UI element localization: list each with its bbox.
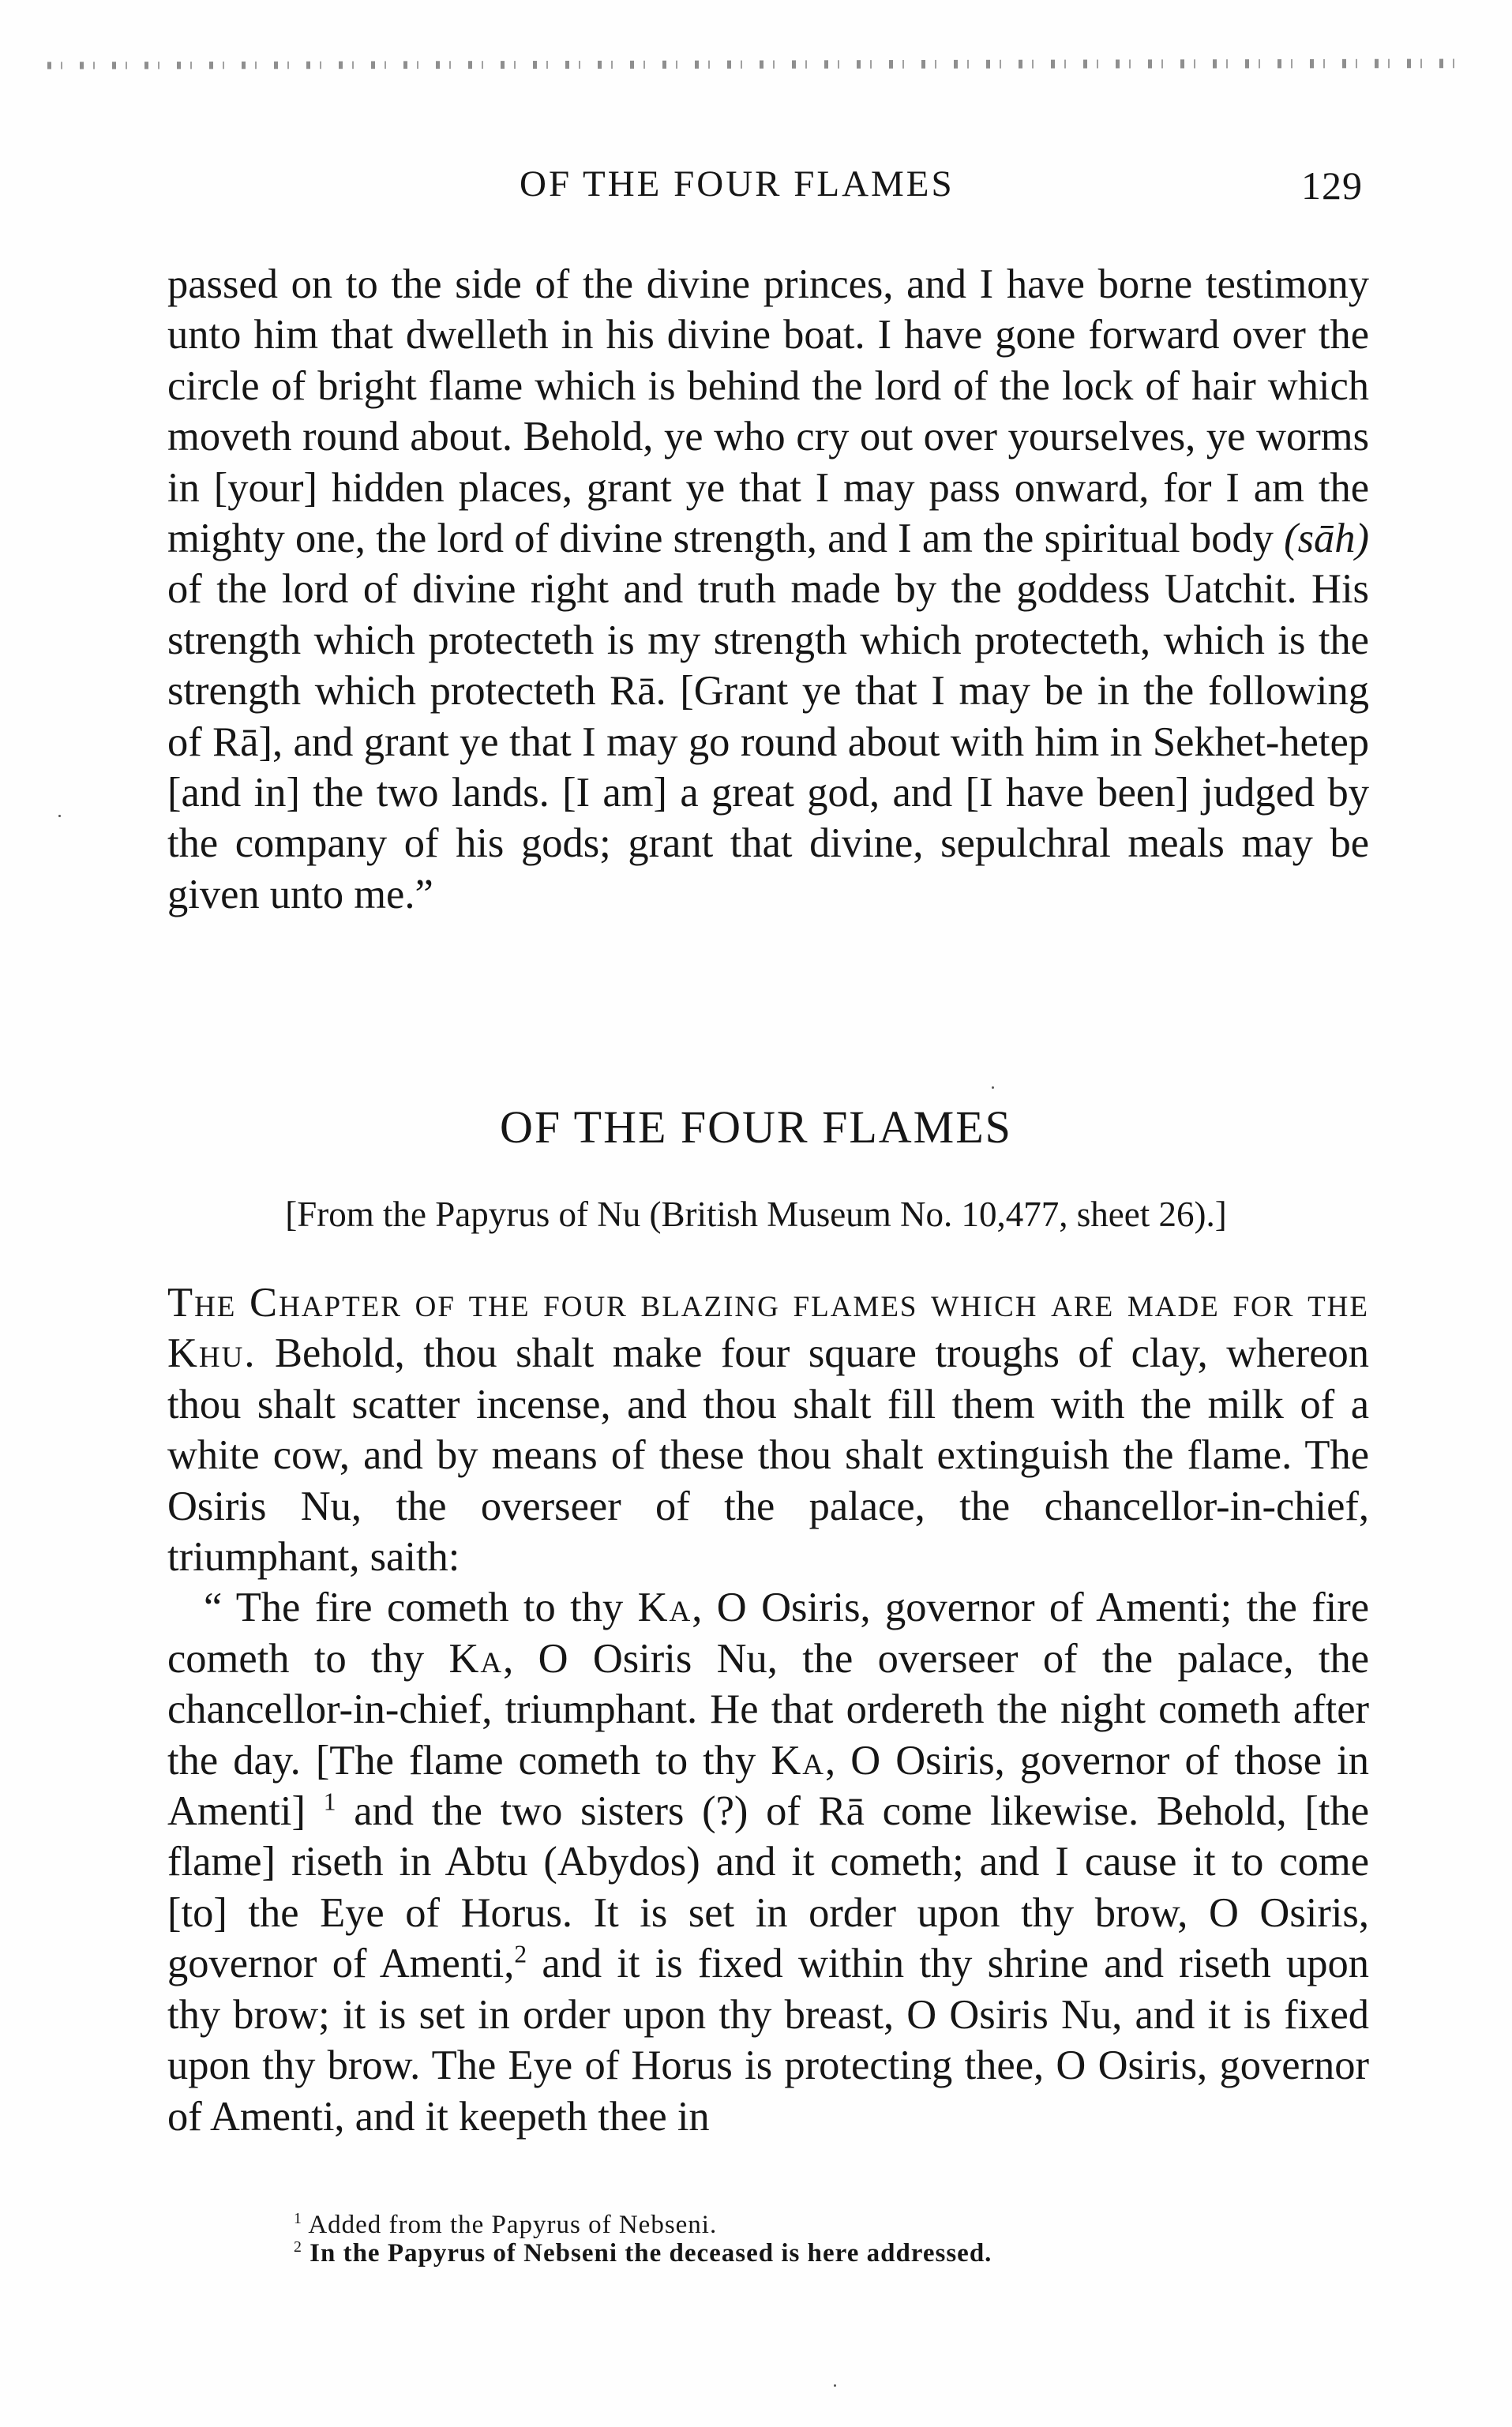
page-number: 129 bbox=[1301, 163, 1363, 208]
speech-part-e: and the two sisters (?) of Rā come likewise. Behold, [the flame] riseth in Abtu (Abydos) and it cometh; and I cause it to come [to] the Eye of Horus. It is set in order upon thy brow, O Osiris, governor of Amenti, bbox=[167, 1788, 1370, 1987]
speech-part-f: and it is fixed within thy shrine and riseth upon thy brow; it is set in order upon thy breast, O Osiris Nu, and it is fixed upon thy brow. The Eye of Horus is protecting thee, O Osiris, governor of Amenti, and it keepeth thee in bbox=[167, 1941, 1369, 2140]
footnotes bbox=[294, 2211, 992, 2268]
ka-term: Ka bbox=[448, 1635, 504, 1682]
rubric-heading: The Chapter of the four blazing flames which are made for the Khu. bbox=[167, 1280, 1369, 1377]
scan-speck bbox=[834, 2384, 836, 2387]
chapter-body bbox=[167, 1277, 1369, 2142]
running-head: OF THE FOUR FLAMES bbox=[520, 163, 955, 204]
scan-speck bbox=[58, 815, 61, 817]
continuation-text-2: of the lord of divine right and truth made by the goddess Uatchit. His strength which protecteth is my strength which protecteth, which is the strength which protecteth Rā. [Grant ye that I may be in the following of Rā], and grant ye that I may go round about with him in Sekhet-hetep [and in] the two lands. [I am] a great god, and [I have been] judged by the company of his gods; grant that divine, sepulchral meals may be given unto me.” bbox=[167, 566, 1369, 917]
footnote-1 bbox=[294, 2211, 992, 2239]
footnote-2 bbox=[294, 2239, 992, 2268]
ka-term: Ka bbox=[637, 1585, 692, 1631]
footnote-ref-2: 2 bbox=[514, 1940, 527, 1968]
speech-part-c: , O Osiris Nu, the overseer of the palace, the chancellor-in-chief, triumphant. He that ordereth the night cometh after the day. [The flame cometh to thy bbox=[167, 1635, 1369, 1784]
footnote-text: Added from the Papyrus of Nebseni. bbox=[308, 2211, 718, 2239]
ka-term: Ka bbox=[771, 1737, 825, 1784]
rubric-text: Behold, thou shalt make four square troughs of clay, whereon thou shalt scatter incense, and thou shalt fill them with the milk of a white cow, and by means of these thou shalt extinguish the flame. The Osiris Nu, the overseer of the palace, the chancellor-in-chief, triumphant, saith: bbox=[167, 1330, 1369, 1581]
footnote-ref-1: 1 bbox=[323, 1787, 336, 1816]
source-note: [From the Papyrus of Nu (British Museum No. 10,477, sheet 26).] bbox=[285, 1195, 1227, 1234]
speech-paragraph bbox=[167, 1582, 1369, 2141]
speech-part-d: , O Osiris, governor of those in Amenti] bbox=[167, 1737, 1370, 1835]
speech-part-b: , O Osiris, governor of Amenti; the fire cometh to thy bbox=[167, 1585, 1369, 1682]
scan-speck bbox=[992, 1086, 994, 1089]
rubric-paragraph bbox=[167, 1277, 1369, 1582]
footnote-mark: 1 bbox=[294, 2210, 302, 2227]
chapter-title: OF THE FOUR FLAMES bbox=[500, 1101, 1012, 1153]
continuation-text-1: passed on to the side of the divine princes, and I have borne testimony unto him that dwelleth in his divine boat. I have gone forward over the circle of bright flame which is behind the lord of the lock of hair which moveth round about. Behold, ye who cry out over yourselves, ye worms in [your] hidden places, grant ye that I may pass onward, for I am the mighty one, the lord of divine strength, and I am the spiritual body bbox=[167, 261, 1369, 562]
scan-edge-artifact bbox=[47, 54, 1469, 74]
footnote-mark: 2 bbox=[294, 2238, 302, 2256]
footnote-text: In the Papyrus of Nebseni the deceased is here addressed. bbox=[310, 2239, 992, 2268]
continuation-paragraph bbox=[167, 259, 1369, 920]
speech-part-a: “ The fire cometh to thy bbox=[204, 1585, 624, 1631]
sah-term: (sāh) bbox=[1284, 516, 1369, 562]
